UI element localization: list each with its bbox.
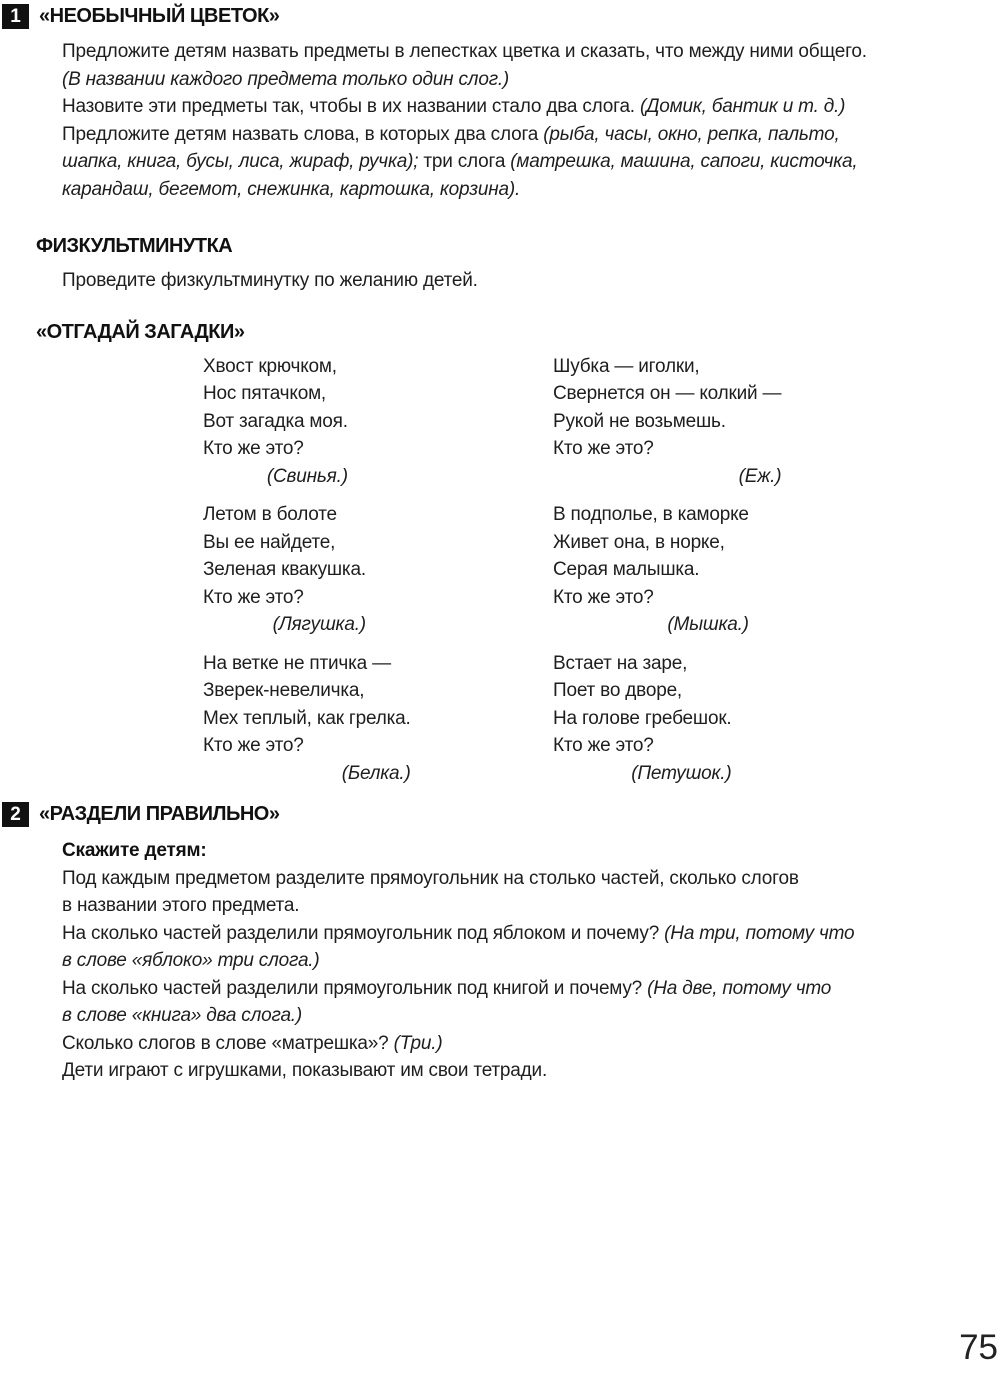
fizkultminutka-paragraph [62,267,947,295]
riddle-pig-answer: (Свинья.) [266,465,348,487]
text-line: в слове «книга» два слога.) [62,1005,303,1026]
text-line: Серая малышка. [553,559,700,580]
text-line: Под каждым предметом разделите прямоугольник на столько частей, сколько слогов [62,867,799,889]
text-line: Вы ее найдете, [203,531,336,553]
riddle-rooster-lines [553,650,732,760]
text-line: На сколько частей разделили прямоугольник под книгой и почему? (На две, потому что [62,977,832,999]
riddle-frog [203,501,553,639]
text-line: Шубка — иголки, [553,355,700,377]
text-line: Поет во дворе, [553,680,683,701]
text-line: Кто же это? [553,438,654,459]
text-line: Вот загадка моя. [203,410,348,432]
text-line: в слове «яблоко» три слога.) [62,950,320,971]
text-line: Живет она, в норке, [553,531,725,553]
text-line: Мех теплый, как грелка. [203,707,411,729]
fizkultminutka-title: ФИЗКУЛЬТМИНУТКА [36,235,233,257]
text-line: Зверек-невеличка, [203,680,365,701]
text-line: Нос пятачком, [203,383,327,404]
riddle-hedgehog [553,353,903,491]
text-line: Дети играют с игрушками, показывают им свои тетради. [62,1060,548,1081]
text-line: Летом в болоте [203,504,337,525]
text-line: Рукой не возьмешь. [553,410,726,432]
riddle-frog-lines [203,501,366,611]
text-line: Кто же это? [203,735,304,756]
section-1-title: «НЕОБЫЧНЫЙ ЦВЕТОК» [39,5,280,27]
riddle-mouse-answer: (Мышка.) [667,614,749,635]
text-line: Кто же это? [553,586,654,608]
section-1-paragraph [62,38,947,203]
text-line: Проведите физкультминутку по желанию детей. [62,270,478,291]
riddle-row-3 [203,650,1004,788]
text-line: шапка, книга, бусы, лиса, жираф, ручка); три слога (матрешка, машина, сапоги, кисточка, [62,151,858,172]
text-line: На голове гребешок. [553,707,732,729]
riddle-hedgehog-lines [553,353,781,463]
section-2-number-badge: 2 [2,802,29,827]
text-line: В подполье, в каморке [553,504,749,525]
riddle-rooster-answer: (Петушок.) [631,762,732,784]
text-line: в названии этого предмета. [62,895,300,916]
text-line: Назовите эти предметы так, чтобы в их названии стало два слога. (Домик, бантик и т. д.) [62,96,846,117]
riddle-squirrel [203,650,553,788]
section-2-paragraph [62,865,947,1085]
riddle-pig-lines [203,353,348,463]
riddle-row-1 [203,353,1004,491]
text-line: карандаш, бегемот, снежинка, картошка, корзина). [62,178,521,200]
riddle-mouse [553,501,903,639]
riddle-hedgehog-answer: (Еж.) [738,465,782,487]
text-line: Кто же это? [203,438,304,459]
riddle-mouse-lines [553,501,749,611]
riddle-frog-answer: (Лягушка.) [272,614,366,635]
text-line: Встает на заре, [553,652,688,674]
text-line: (В названии каждого предмета только один слог.) [62,68,510,90]
riddle-pig [203,353,553,491]
riddle-squirrel-lines [203,650,411,760]
section-1-header [2,3,1004,30]
page-number: 75 [959,1328,998,1367]
riddle-squirrel-answer: (Белка.) [341,762,411,784]
text-line: Предложите детям назвать предметы в лепестках цветка и сказать, что между ними общего. [62,41,867,62]
section-2-header [2,801,1004,828]
section-2-subtitle: Скажите детям: [62,840,207,861]
section-1-number-badge: 1 [2,4,29,29]
text-line: Предложите детям назвать слова, в которых два слога (рыба, часы, окно, репка, пальто, [62,123,840,145]
text-line: На сколько частей разделили прямоугольник под яблоком и почему? (На три, потому что [62,922,855,944]
riddles-block [0,353,1004,788]
text-line: На ветке не птичка — [203,652,391,674]
text-line: Хвост крючком, [203,355,337,377]
text-line: Кто же это? [553,735,654,756]
text-line: Зеленая квакушка. [203,559,366,580]
text-line: Кто же это? [203,586,304,608]
riddles-title: «ОТГАДАЙ ЗАГАДКИ» [36,320,245,343]
text-line: Свернется он — колкий — [553,383,782,404]
section-2-title: «РАЗДЕЛИ ПРАВИЛЬНО» [39,803,280,825]
riddle-row-2 [203,501,1004,639]
text-line: Сколько слогов в слове «матрешка»? (Три.) [62,1032,443,1054]
riddle-rooster [553,650,903,788]
